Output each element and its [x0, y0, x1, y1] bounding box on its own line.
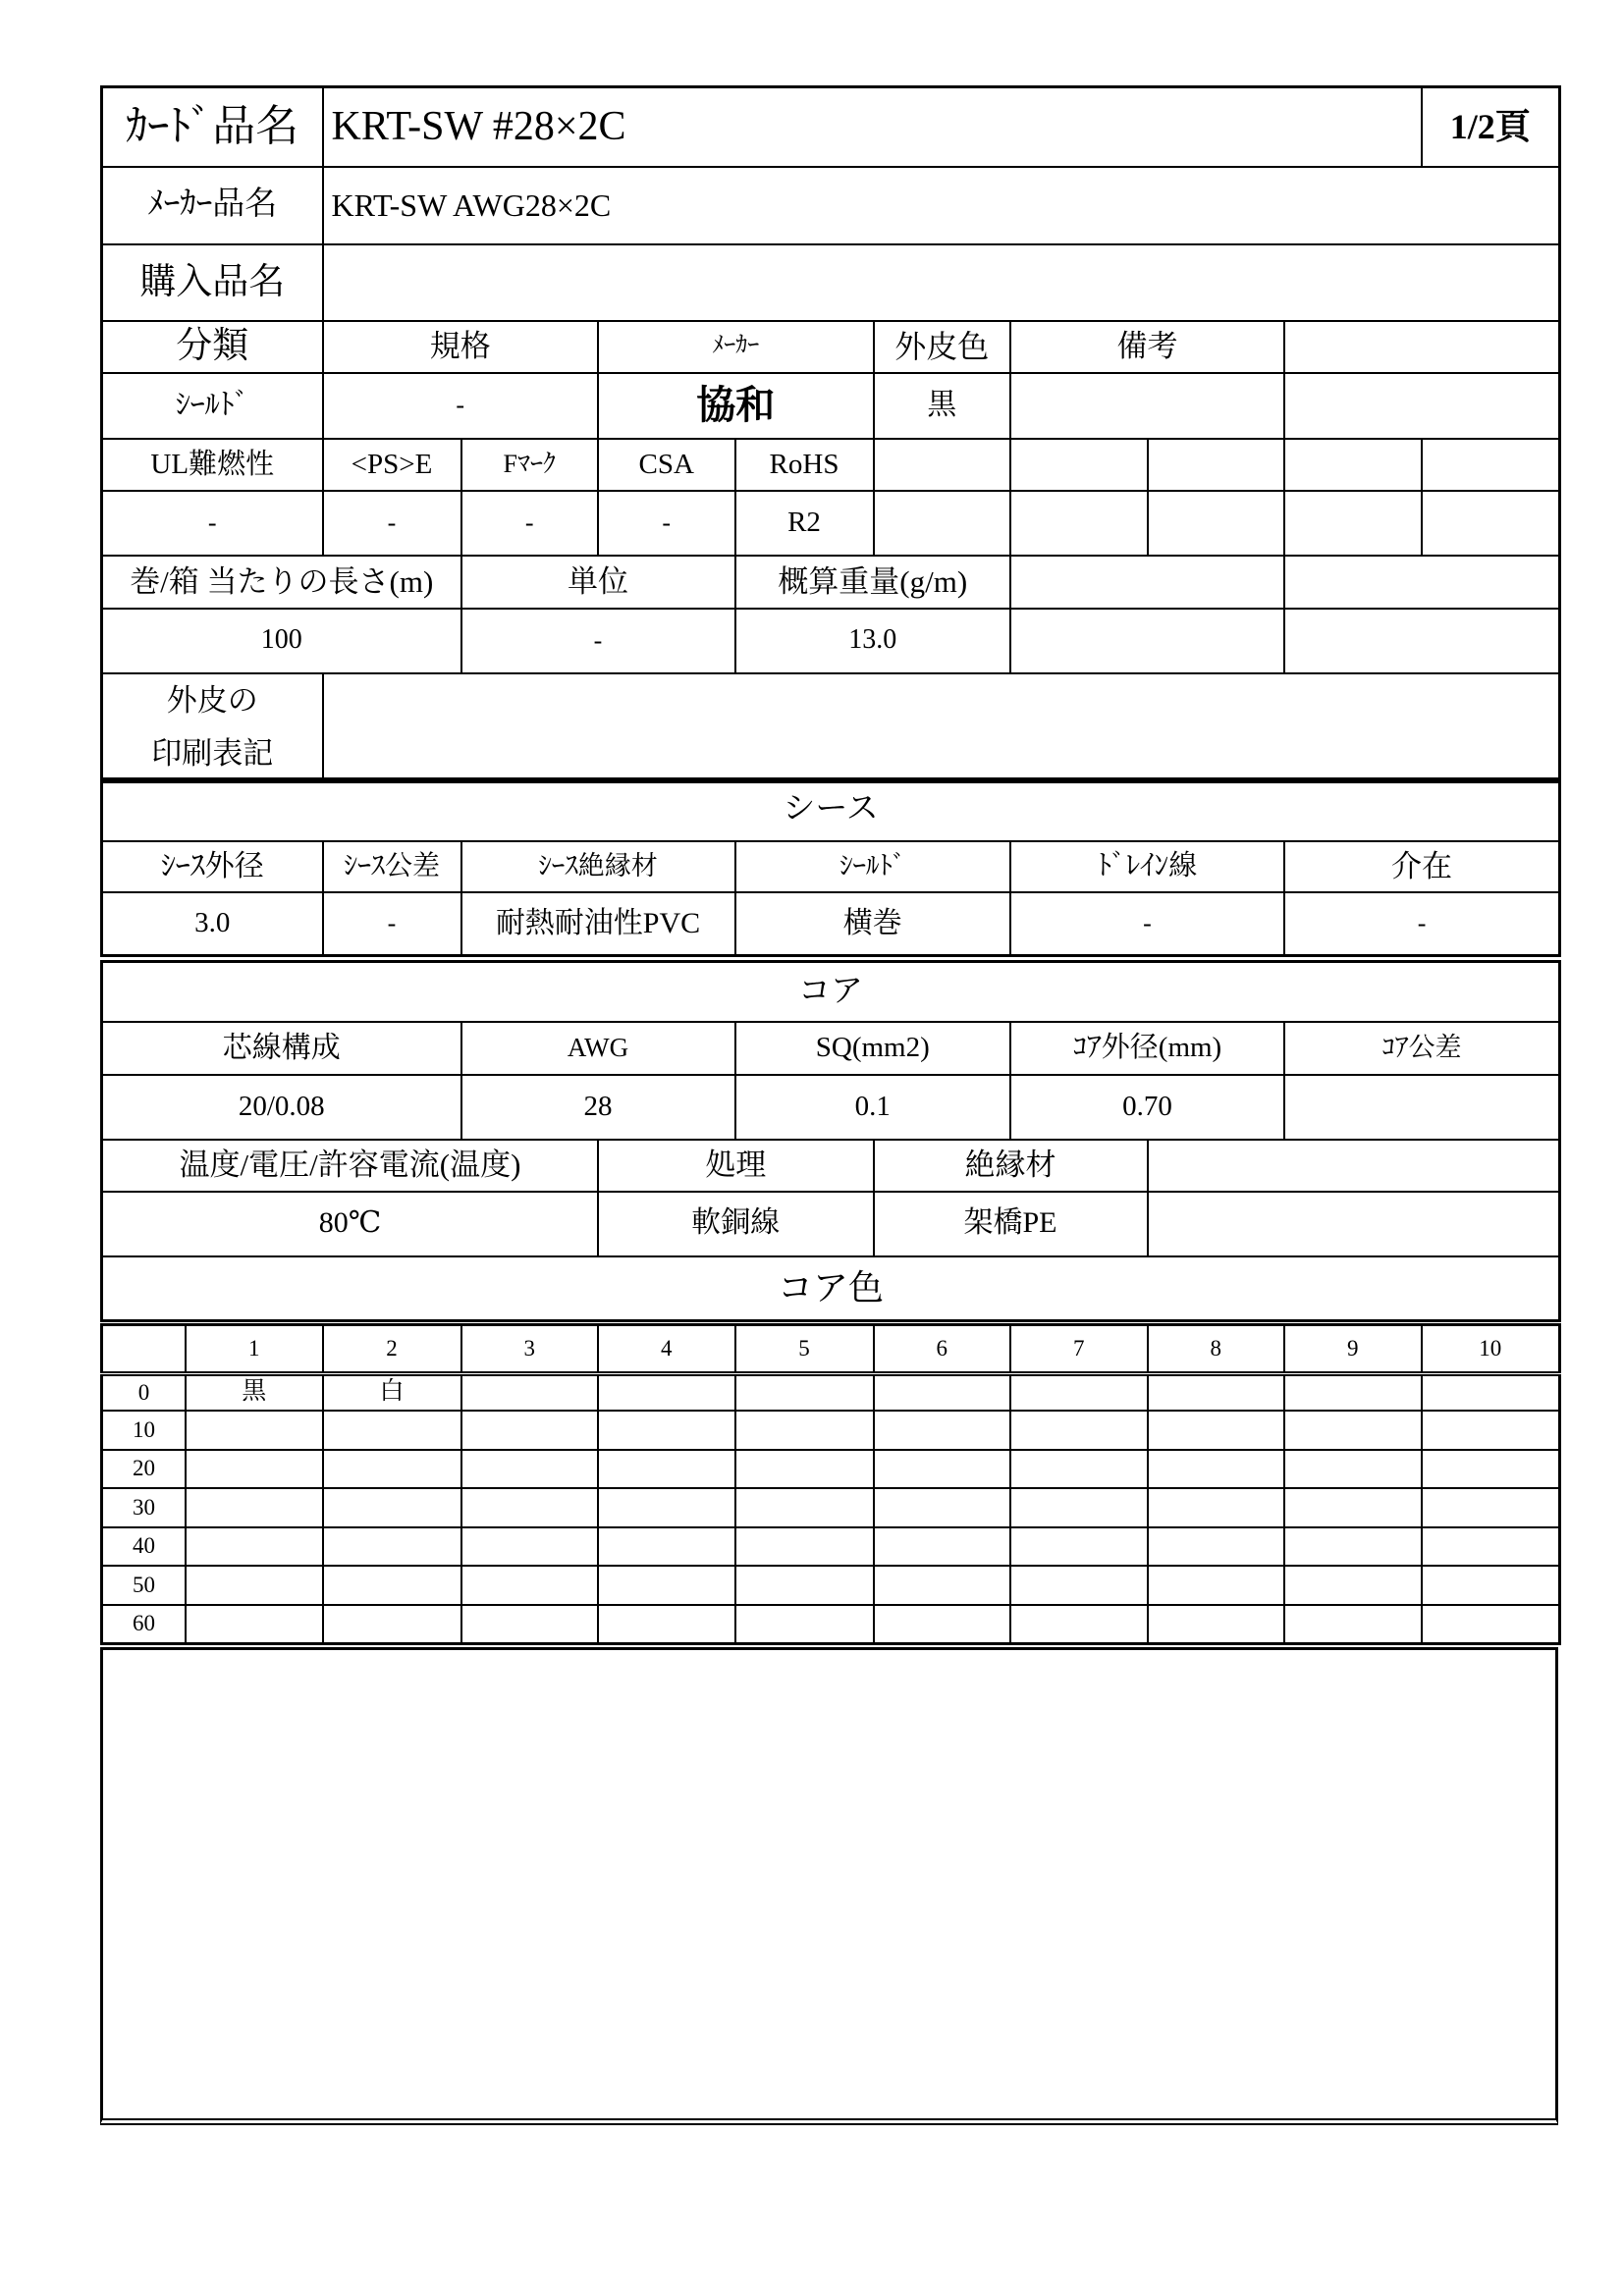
csa-value: -: [598, 491, 735, 556]
color-cell: [186, 1605, 323, 1643]
table-row: [102, 1450, 1560, 1488]
color-cell: [1422, 1450, 1560, 1488]
column-header: 7: [1010, 1325, 1148, 1374]
shield-value: 横巻: [735, 892, 1011, 956]
color-cell: [1284, 1411, 1422, 1450]
rohs-label: RoHS: [735, 439, 874, 491]
sheath-tolerance-label: ｼｰｽ公差: [323, 841, 461, 893]
column-header: 1: [186, 1325, 323, 1374]
color-cell: [1010, 1605, 1148, 1643]
core-title: コア: [102, 962, 1560, 1023]
column-header: 4: [598, 1325, 735, 1374]
color-cell: [461, 1450, 599, 1488]
rating-value: 80℃: [102, 1192, 599, 1256]
corner-cell: [102, 1325, 187, 1374]
blank-cell: [1284, 439, 1422, 491]
drain-wire-value: -: [1010, 892, 1284, 956]
color-cell: [735, 1605, 874, 1643]
color-cell: [461, 1373, 599, 1411]
blank-cell: [1010, 491, 1148, 556]
table-row: [102, 1605, 1560, 1643]
jacket-color-label: 外皮色: [874, 321, 1011, 373]
standard-value: -: [323, 373, 599, 440]
spec-header-table: [100, 85, 1561, 783]
color-cell: [598, 1527, 735, 1566]
f-mark-value: -: [461, 491, 599, 556]
color-cell: [323, 1450, 461, 1488]
table-row: [102, 1411, 1560, 1450]
conductor-construction-value: 20/0.08: [102, 1075, 461, 1140]
awg-value: 28: [461, 1075, 735, 1140]
row-label: 10: [102, 1411, 187, 1450]
column-header: 5: [735, 1325, 874, 1374]
color-cell: [1422, 1527, 1560, 1566]
insulation-value: 架橋PE: [874, 1192, 1148, 1256]
sq-label: SQ(mm2): [735, 1022, 1011, 1075]
column-header: 2: [323, 1325, 461, 1374]
blank-cell: [1010, 556, 1284, 609]
unit-label: 単位: [461, 556, 735, 609]
color-cell: [1148, 1450, 1285, 1488]
color-cell: [1148, 1566, 1285, 1605]
shield-label: ｼｰﾙﾄﾞ: [735, 841, 1011, 893]
core-od-value: 0.70: [1010, 1075, 1284, 1140]
color-cell: [598, 1450, 735, 1488]
color-cell: [598, 1566, 735, 1605]
color-cell: [323, 1605, 461, 1643]
color-cell: [1284, 1605, 1422, 1643]
color-cell: [874, 1373, 1011, 1411]
color-cell: [598, 1411, 735, 1450]
color-cell: [1010, 1566, 1148, 1605]
row-label: 60: [102, 1605, 187, 1643]
sheath-insulation-label: ｼｰｽ絶縁材: [461, 841, 735, 893]
color-cell: [735, 1411, 874, 1450]
column-header: 8: [1148, 1325, 1285, 1374]
color-cell: [461, 1527, 599, 1566]
unit-value: -: [461, 609, 735, 673]
color-cell: [874, 1450, 1011, 1488]
color-cell: [1148, 1373, 1285, 1411]
blank-cell: [1422, 491, 1560, 556]
remarks-value: [1010, 373, 1284, 440]
color-cell: [323, 1566, 461, 1605]
rohs-value: R2: [735, 491, 874, 556]
sheath-title: シース: [102, 779, 1560, 841]
color-cell: 黒: [186, 1373, 323, 1411]
blank-cell: [874, 491, 1011, 556]
jacket-color-value: 黒: [874, 373, 1011, 440]
csa-label: CSA: [598, 439, 735, 491]
color-cell: [461, 1605, 599, 1643]
color-cell: [1148, 1605, 1285, 1643]
card-name-value: KRT-SW #28×2C: [323, 87, 1422, 167]
color-cell: [735, 1373, 874, 1411]
weight-label: 概算重量(g/m): [735, 556, 1011, 609]
core-color-table: [100, 1323, 1561, 1645]
treatment-value: 軟銅線: [598, 1192, 874, 1256]
jacket-print-label: [102, 673, 323, 782]
blank-cell: [1010, 609, 1284, 673]
weight-value: 13.0: [735, 609, 1011, 673]
color-cell: [1284, 1450, 1422, 1488]
color-cell: [323, 1527, 461, 1566]
color-cell: [735, 1527, 874, 1566]
length-per-reel-label: 巻/箱 当たりの長さ(m): [102, 556, 461, 609]
color-cell: [735, 1488, 874, 1527]
core-tolerance-value: [1284, 1075, 1560, 1140]
table-row: [102, 1488, 1560, 1527]
color-cell: [598, 1373, 735, 1411]
column-header: 3: [461, 1325, 599, 1374]
blank-cell: [1284, 609, 1560, 673]
page-number: 1/2頁: [1422, 87, 1560, 167]
color-cell: [1148, 1488, 1285, 1527]
color-cell: [1010, 1527, 1148, 1566]
core-tolerance-label: ｺｱ公差: [1284, 1022, 1560, 1075]
table-row: [102, 1373, 1560, 1411]
filler-label: 介在: [1284, 841, 1560, 893]
color-cell: [186, 1566, 323, 1605]
color-cell: [1284, 1373, 1422, 1411]
blank-cell: [1148, 1192, 1560, 1256]
sheath-od-value: 3.0: [102, 892, 323, 956]
color-cell: [1284, 1488, 1422, 1527]
color-cell: [1148, 1411, 1285, 1450]
row-label: 20: [102, 1450, 187, 1488]
category-label: 分類: [102, 321, 323, 373]
jacket-print-value: [323, 673, 1560, 782]
pse-value: -: [323, 491, 461, 556]
column-header: 10: [1422, 1325, 1560, 1374]
filler-value: -: [1284, 892, 1560, 956]
blank-cell: [1148, 491, 1285, 556]
purchase-name-value: [323, 244, 1560, 321]
color-cell: [735, 1566, 874, 1605]
insulation-label: 絶縁材: [874, 1140, 1148, 1192]
color-cell: [186, 1411, 323, 1450]
blank-cell: [1284, 373, 1560, 440]
blank-cell: [1284, 491, 1422, 556]
blank-cell: [1148, 439, 1285, 491]
sheath-od-label: ｼｰｽ外径: [102, 841, 323, 893]
color-cell: [1422, 1566, 1560, 1605]
color-cell: [874, 1527, 1011, 1566]
core-table: [100, 960, 1561, 1322]
notes-area: [100, 1647, 1558, 2125]
color-cell: [323, 1411, 461, 1450]
length-per-reel-value: 100: [102, 609, 461, 673]
ul-flame-value: -: [102, 491, 323, 556]
purchase-name-label: 購入品名: [102, 244, 323, 321]
remarks-label: 備考: [1010, 321, 1284, 373]
maker-label: ﾒｰｶｰ: [598, 321, 874, 373]
sheath-insulation-value: 耐熱耐油性PVC: [461, 892, 735, 956]
column-header: 6: [874, 1325, 1011, 1374]
table-row: [102, 1566, 1560, 1605]
color-cell: [1010, 1488, 1148, 1527]
color-cell: [1284, 1527, 1422, 1566]
color-cell: [461, 1566, 599, 1605]
color-cell: [461, 1488, 599, 1527]
color-cell: [1010, 1411, 1148, 1450]
card-name-label: ｶｰﾄﾞ品名: [102, 87, 323, 167]
sheath-tolerance-value: -: [323, 892, 461, 956]
pse-label: <PS>E: [323, 439, 461, 491]
color-cell: [1422, 1605, 1560, 1643]
color-cell: [1010, 1373, 1148, 1411]
jacket-print-label-line1: 外皮の: [166, 682, 258, 718]
color-cell: [874, 1605, 1011, 1643]
blank-cell: [1010, 439, 1148, 491]
color-cell: [874, 1411, 1011, 1450]
color-cell: [598, 1488, 735, 1527]
color-cell: [874, 1488, 1011, 1527]
rating-label: 温度/電圧/許容電流(温度): [102, 1140, 599, 1192]
color-cell: [186, 1488, 323, 1527]
color-cell: [186, 1527, 323, 1566]
drain-wire-label: ﾄﾞﾚｲﾝ線: [1010, 841, 1284, 893]
blank-cell: [1422, 439, 1560, 491]
maker-name-label: ﾒｰｶｰ品名: [102, 167, 323, 245]
color-cell: [735, 1450, 874, 1488]
sheath-table: [100, 777, 1561, 957]
color-cell: [186, 1450, 323, 1488]
blank-cell: [1284, 556, 1560, 609]
row-label: 50: [102, 1566, 187, 1605]
blank-cell: [1148, 1140, 1560, 1192]
color-cell: [1422, 1488, 1560, 1527]
core-od-label: ｺｱ外径(mm): [1010, 1022, 1284, 1075]
color-cell: [323, 1488, 461, 1527]
core-colors-title: コア色: [102, 1256, 1560, 1321]
jacket-print-label-line2: 印刷表記: [151, 735, 274, 771]
sq-value: 0.1: [735, 1075, 1011, 1140]
column-header: 9: [1284, 1325, 1422, 1374]
f-mark-label: Fﾏｰｸ: [461, 439, 599, 491]
color-cell: [874, 1566, 1011, 1605]
blank-cell: [1284, 321, 1560, 373]
conductor-construction-label: 芯線構成: [102, 1022, 461, 1075]
treatment-label: 処理: [598, 1140, 874, 1192]
row-label: 0: [102, 1373, 187, 1411]
color-cell: [1010, 1450, 1148, 1488]
color-cell: [1284, 1566, 1422, 1605]
color-cell: 白: [323, 1373, 461, 1411]
awg-label: AWG: [461, 1022, 735, 1075]
table-row: [102, 1527, 1560, 1566]
row-label: 40: [102, 1527, 187, 1566]
maker-value: 協和: [598, 373, 874, 440]
maker-name-value: KRT-SW AWG28×2C: [323, 167, 1560, 245]
standard-label: 規格: [323, 321, 599, 373]
row-label: 30: [102, 1488, 187, 1527]
color-cell: [1148, 1527, 1285, 1566]
color-cell: [598, 1605, 735, 1643]
color-cell: [461, 1411, 599, 1450]
color-cell: [1422, 1373, 1560, 1411]
blank-cell: [874, 439, 1011, 491]
category-value: ｼｰﾙﾄﾞ: [102, 373, 323, 440]
ul-flame-label: UL難燃性: [102, 439, 323, 491]
color-cell: [1422, 1411, 1560, 1450]
